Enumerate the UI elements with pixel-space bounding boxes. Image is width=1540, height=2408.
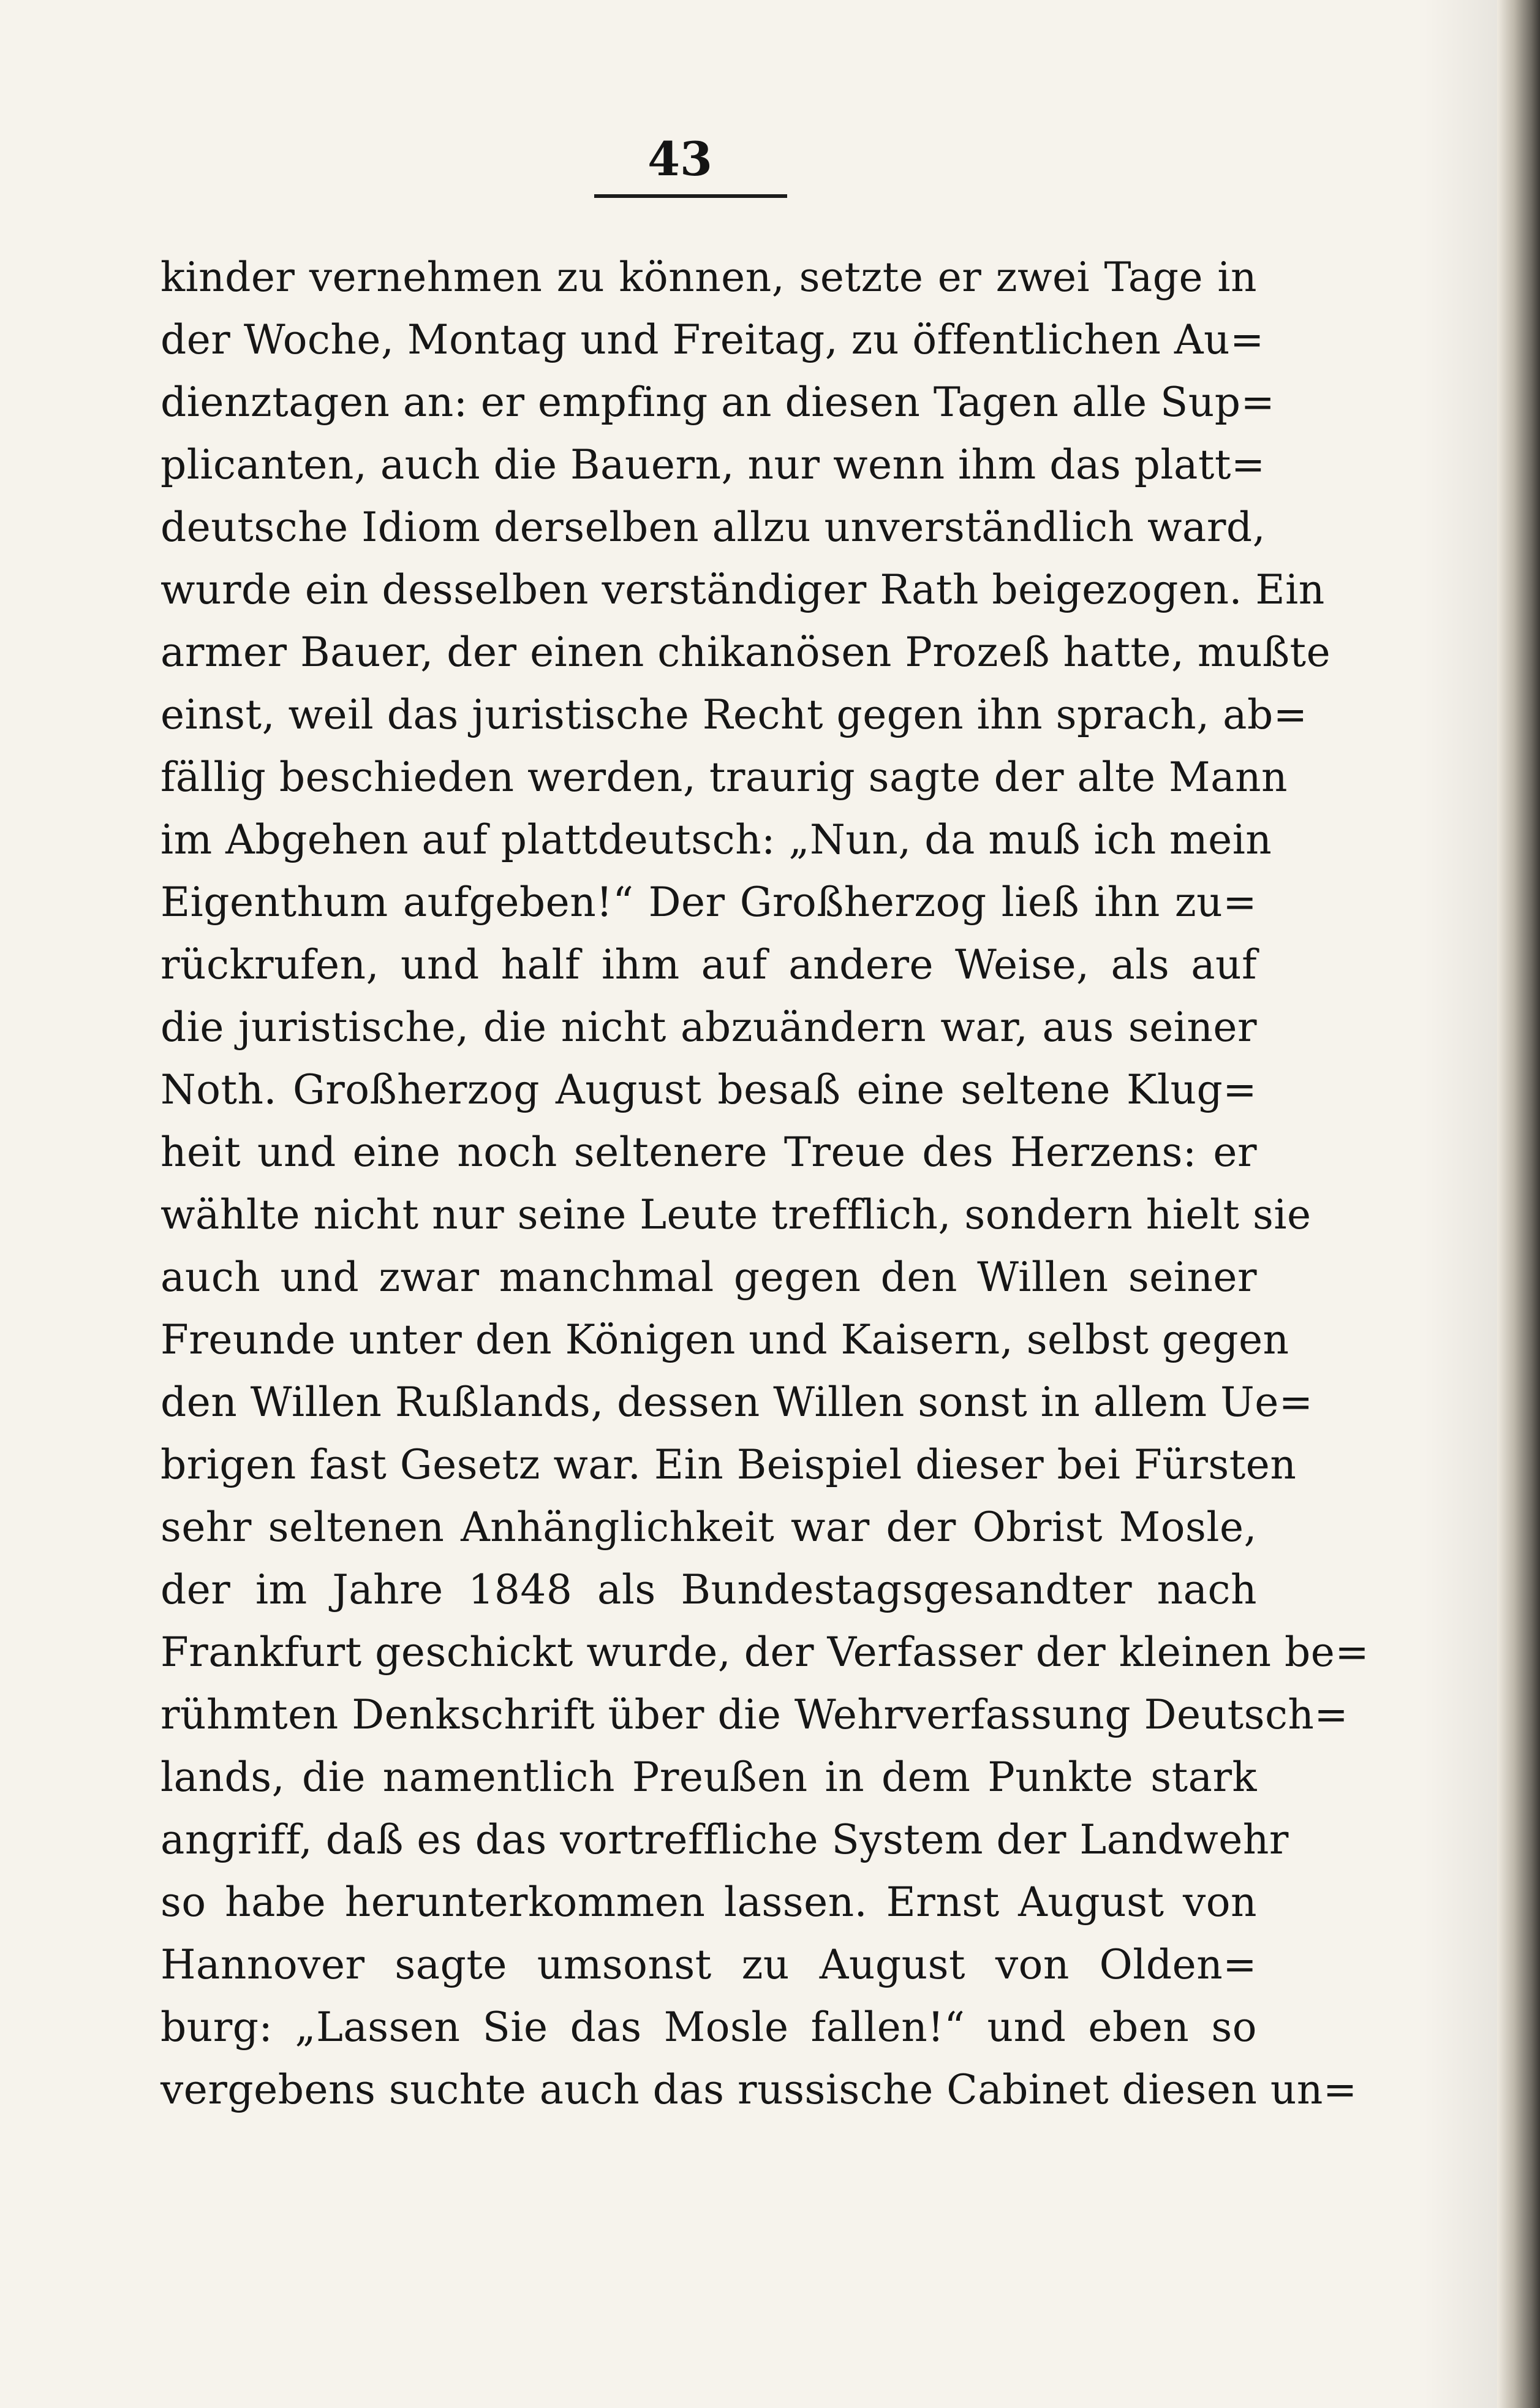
text-line: einst, weil das juristische Recht gegen ihn sprach, ab= bbox=[160, 691, 1308, 738]
text-line: wählte nicht nur seine Leute trefflich, sondern hielt sie bbox=[160, 1191, 1312, 1238]
page-number: 43 bbox=[647, 132, 712, 186]
text-line: wurde ein desselben verständiger Rath beigezogen. Ein bbox=[160, 566, 1325, 613]
text-line: sehr seltenen Anhänglichkeit war der Obrist Mosle, bbox=[160, 1504, 1257, 1551]
text-line: Hannover sagte umsonst zu August von Olden= bbox=[160, 1941, 1257, 1988]
text-line: die juristische, die nicht abzuändern war, aus seiner bbox=[160, 1004, 1257, 1051]
text-line: deutsche Idiom derselben allzu unverständlich ward, bbox=[160, 504, 1266, 551]
text-line: heit und eine noch seltenere Treue des Herzens: er bbox=[160, 1129, 1257, 1176]
text-line: Freunde unter den Königen und Kaisern, selbst gegen bbox=[160, 1316, 1289, 1363]
text-line: kinder vernehmen zu können, setzte er zwei Tage in bbox=[160, 254, 1257, 301]
text-line: fällig beschieden werden, traurig sagte der alte Mann bbox=[160, 754, 1288, 801]
text-line: den Willen Rußlands, dessen Willen sonst in allem Ue= bbox=[160, 1379, 1313, 1426]
text-line: plicanten, auch die Bauern, nur wenn ihm das platt= bbox=[160, 441, 1266, 488]
text-line: lands, die namentlich Preußen in dem Punkte stark bbox=[160, 1754, 1257, 1801]
text-line: Frankfurt geschickt wurde, der Verfasser der kleinen be= bbox=[160, 1629, 1370, 1676]
body-text bbox=[160, 246, 1370, 2121]
text-line: rühmten Denkschrift über die Wehrverfassung Deutsch= bbox=[160, 1691, 1349, 1738]
text-line: armer Bauer, der einen chikanösen Prozeß hatte, mußte bbox=[160, 629, 1331, 676]
text-line: auch und zwar manchmal gegen den Willen seiner bbox=[160, 1254, 1257, 1301]
text-line: Noth. Großherzog August besaß eine seltene Klug= bbox=[160, 1066, 1257, 1113]
page-gutter-shadow bbox=[1424, 0, 1497, 2408]
text-line: rückrufen, und half ihm auf andere Weise, als auf bbox=[160, 941, 1257, 988]
text-line: brigen fast Gesetz war. Ein Beispiel dieser bei Fürsten bbox=[160, 1441, 1297, 1488]
page-edge bbox=[1497, 0, 1540, 2408]
text-line: der im Jahre 1848 als Bundestagsgesandter nach bbox=[160, 1566, 1257, 1613]
text-line: der Woche, Montag und Freitag, zu öffentlichen Au= bbox=[160, 316, 1264, 363]
text-line: so habe herunterkommen lassen. Ernst August von bbox=[160, 1879, 1257, 1926]
text-line: vergebens suchte auch das russische Cabinet diesen un= bbox=[160, 2066, 1357, 2113]
text-line: dienztagen an: er empfing an diesen Tagen alle Sup= bbox=[160, 379, 1275, 426]
text-line: Eigenthum aufgeben!“ Der Großherzog ließ ihn zu= bbox=[160, 879, 1257, 926]
page-number-rule bbox=[594, 194, 787, 198]
text-line: im Abgehen auf plattdeutsch: „Nun, da muß ich mein bbox=[160, 816, 1272, 863]
text-line: burg: „Lassen Sie das Mosle fallen!“ und eben so bbox=[160, 2004, 1257, 2051]
text-line: angriff, daß es das vortreffliche System der Landwehr bbox=[160, 1816, 1289, 1863]
